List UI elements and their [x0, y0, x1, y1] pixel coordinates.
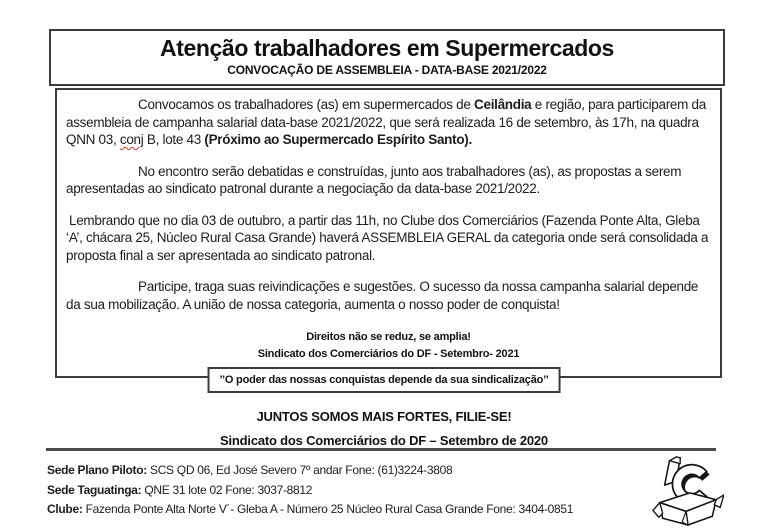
header-box	[49, 29, 725, 86]
slogan-line-2: Sindicato dos Comerciários do DF - Setembro- 2021	[257, 348, 520, 360]
quote-box	[208, 367, 561, 393]
slogan-line-1: Direitos não se reduz, se amplia!	[306, 331, 471, 343]
p1-text-3: B, lote 43	[143, 132, 205, 147]
address-label: Sede Plano Piloto:	[47, 463, 147, 477]
address-value: SCS QD 06, Ed José Severo 7º andar Fone: (61)3224-3808	[146, 463, 453, 477]
paragraph-participation: Participe, traga suas reivindicações e sugestões. O sucesso da nossa campanha salarial depende da sua mobilização. A união de nossa categoria, aumenta o nosso poder de conquista!	[66, 279, 699, 312]
page-title: Atenção trabalhadores em Supermercados	[160, 35, 614, 61]
paragraph-invitation	[66, 96, 711, 149]
p1-city-bold: Ceilândia	[474, 97, 532, 112]
footer-divider	[46, 448, 716, 451]
p1-landmark-bold: (Próximo ao Supermercado Espírito Santo).	[204, 132, 472, 147]
address-value: Fazenda Ponte Alta Norte V´- Gleba A - Número 25 Núcleo Rural Casa Grande Fone: 3404-0851	[82, 502, 574, 516]
p1-text: Convocamos os trabalhadores (as) em supermercados de	[138, 97, 475, 112]
announcement-body	[55, 88, 722, 378]
address-value: QNE 31 lote 02 Fone: 3037-8812	[141, 482, 313, 497]
address-block	[47, 461, 647, 520]
quote-text: ’’O poder das nossas conquistas depende da sua sindicalização’’	[219, 374, 549, 386]
address-line	[47, 500, 647, 520]
signature-line: Sindicato dos Comerciários do DF – Setembro de 2020	[220, 433, 548, 448]
address-line	[47, 461, 647, 481]
address-label: Clube:	[47, 502, 83, 516]
comerciarios-logo-icon	[650, 452, 724, 526]
call-to-action: JUNTOS SOMOS MAIS FORTES, FILIE-SE!	[256, 409, 512, 424]
paragraph-general-assembly: Lembrando que no dia 03 de outubro, a partir das 11h, no Clube dos Comerciários (Fazenda Ponte Alta, Gleba ‘A’, chácara 25, Núcleo Rural Casa Grande) haverá ASSEMBLEIA GERAL da categoria onde será consolidada a proposta final a ser apresentada ao sindicato patronal.	[66, 212, 709, 263]
address-line	[47, 481, 647, 501]
page-subtitle: CONVOCAÇÃO DE ASSEMBLEIA - DATA-BASE 2021/2022	[227, 63, 547, 77]
p1-text-2: e região, para participarem da assembleia de campanha salarial data-base 2021/2022, que será realizada 16 de setembro, às 17h, na quadra QNN 03,	[66, 97, 706, 147]
p1-misspelled-word: conj	[119, 132, 144, 147]
address-label: Sede Taguatinga:	[47, 482, 142, 497]
paragraph-proposals: No encontro serão debatidas e construídas, junto aos trabalhadores (as), as propostas a serem apresentadas ao sindicato patronal durante a negociação da data-base 2021/2022.	[66, 163, 682, 196]
